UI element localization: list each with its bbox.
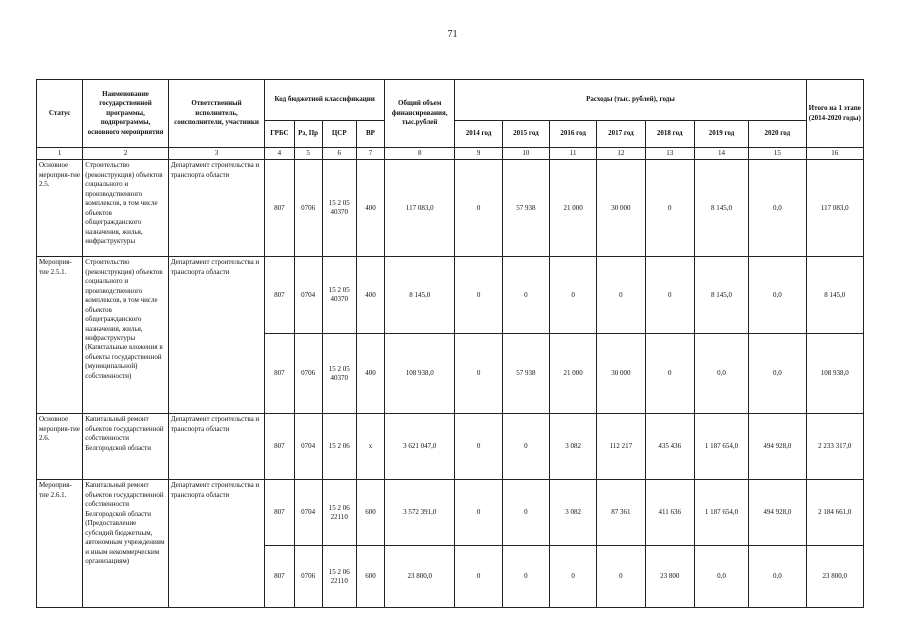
total-cell: 3 572 391,0 [385, 480, 455, 546]
total-cell: 8 145,0 [385, 257, 455, 334]
column-index-row [37, 148, 864, 160]
table-row [37, 257, 864, 334]
year-cell: 0,0 [749, 160, 806, 257]
program-name-cell: Капитальный ремонт объектов государственной собственности Белгородской области (Предоставление субсидий бюджетным, автономным учреждениям и иным некоммерческим организациям) [83, 480, 169, 608]
status-cell: Основное мероприя-тие 2.5. [37, 160, 83, 257]
vr-cell: 600 [356, 546, 384, 608]
column-index: 1 [37, 148, 83, 160]
rzpr-cell: 0706 [294, 546, 322, 608]
year-cell: 494 928,0 [749, 414, 806, 480]
total-cell: 3 621 047,0 [385, 414, 455, 480]
table-row [37, 480, 864, 546]
column-index: 8 [385, 148, 455, 160]
grbs-cell: 807 [265, 480, 294, 546]
stage-total-cell: 108 938,0 [806, 334, 863, 414]
column-index: 9 [455, 148, 502, 160]
program-name-cell: Строительство (реконструкция) объектов социального и производственного комплексов, в том числе объектов общегражданского назначения, жилья, инфраструктуры (Капитальные вложения в объекты государственной (муниципальной) собственности) [83, 257, 169, 414]
column-index: 6 [322, 148, 356, 160]
column-index: 12 [597, 148, 645, 160]
page-number: 71 [447, 29, 458, 40]
year-cell: 0,0 [694, 546, 748, 608]
year-cell: 8 145,0 [694, 257, 748, 334]
year-cell: 23 800 [645, 546, 694, 608]
rzpr-cell: 0704 [294, 414, 322, 480]
stage-total-cell: 2 233 317,0 [806, 414, 863, 480]
vr-cell: 400 [356, 334, 384, 414]
year-cell: 0 [645, 257, 694, 334]
grbs-cell: 807 [265, 160, 294, 257]
stage-total-cell: 8 145,0 [806, 257, 863, 334]
column-index: 15 [749, 148, 806, 160]
year-cell: 0,0 [749, 257, 806, 334]
header-stage-total: Итого на 1 этапе (2014-2020 годы) [806, 80, 863, 148]
column-index: 13 [645, 148, 694, 160]
year-cell: 0 [597, 546, 645, 608]
rzpr-cell: 0704 [294, 257, 322, 334]
rzpr-cell: 0706 [294, 334, 322, 414]
program-name-cell: Строительство (реконструкция) объектов социального и производственного комплексов, в том числе объектов общегражданского назначения, жилья, инфраструктуры [83, 160, 169, 257]
csr-cell: 15 2 05 40370 [322, 257, 356, 334]
status-cell: Мероприя-тие 2.6.1. [37, 480, 83, 608]
header-rzpr: Рз, Пр [294, 121, 322, 148]
total-cell: 117 083,0 [385, 160, 455, 257]
year-cell: 112 217 [597, 414, 645, 480]
header-expenses: Расходы (тыс. рублей), годы [455, 80, 806, 121]
status-cell: Основное мероприя-тие 2.6. [37, 414, 83, 480]
header-status: Статус [37, 80, 83, 148]
header-budget-code: Код бюджетной классификации [265, 80, 385, 121]
year-cell: 411 636 [645, 480, 694, 546]
year-cell: 0,0 [749, 546, 806, 608]
vr-cell: 400 [356, 257, 384, 334]
header-year: 2016 год [550, 121, 597, 148]
column-index: 11 [550, 148, 597, 160]
grbs-cell: 807 [265, 257, 294, 334]
executor-cell: Департамент строительства и транспорта области [168, 257, 265, 414]
column-index: 2 [83, 148, 169, 160]
column-index: 3 [168, 148, 265, 160]
grbs-cell: 807 [265, 546, 294, 608]
year-cell: 0,0 [749, 334, 806, 414]
header-vr: ВР [356, 121, 384, 148]
year-cell: 0 [455, 480, 502, 546]
table-row [37, 414, 864, 480]
stage-total-cell: 117 083,0 [806, 160, 863, 257]
header-program: Наименование государственной программы, подпрограммы, основного мероприятия [83, 80, 169, 148]
year-cell: 494 928,0 [749, 480, 806, 546]
year-cell: 87 361 [597, 480, 645, 546]
year-cell: 21 000 [550, 160, 597, 257]
column-index: 4 [265, 148, 294, 160]
header-year: 2014 год [455, 121, 502, 148]
program-name-cell: Капитальный ремонт объектов государственной собственности Белгородской области [83, 414, 169, 480]
year-cell: 30 000 [597, 334, 645, 414]
status-cell: Мероприя-тие 2.5.1. [37, 257, 83, 414]
stage-total-cell: 2 184 661,0 [806, 480, 863, 546]
header-csr: ЦСР [322, 121, 356, 148]
grbs-cell: 807 [265, 414, 294, 480]
table-row [37, 160, 864, 257]
column-index: 7 [356, 148, 384, 160]
header-year: 2017 год [597, 121, 645, 148]
vr-cell: 400 [356, 160, 384, 257]
rzpr-cell: 0706 [294, 160, 322, 257]
year-cell: 30 000 [597, 160, 645, 257]
year-cell: 8 145,0 [694, 160, 748, 257]
csr-cell: 15 2 06 22110 [322, 480, 356, 546]
total-cell: 23 800,0 [385, 546, 455, 608]
csr-cell: 15 2 05 40370 [322, 334, 356, 414]
year-cell: 0 [502, 480, 549, 546]
year-cell: 0 [645, 160, 694, 257]
vr-cell: х [356, 414, 384, 480]
year-cell: 0 [502, 546, 549, 608]
year-cell: 0 [455, 160, 502, 257]
csr-cell: 15 2 06 22110 [322, 546, 356, 608]
header-year: 2019 год [694, 121, 748, 148]
year-cell: 0 [455, 334, 502, 414]
year-cell: 0 [645, 334, 694, 414]
header-year: 2015 год [502, 121, 549, 148]
header-grbs: ГРБС [265, 121, 294, 148]
year-cell: 0 [550, 546, 597, 608]
header-total-financing: Общий объем финансирования, тыс.рублей [385, 80, 455, 148]
csr-cell: 15 2 06 [322, 414, 356, 480]
vr-cell: 600 [356, 480, 384, 546]
budget-table [36, 79, 864, 608]
stage-total-cell: 23 800,0 [806, 546, 863, 608]
column-index: 5 [294, 148, 322, 160]
year-cell: 3 082 [550, 414, 597, 480]
year-cell: 1 187 654,0 [694, 480, 748, 546]
year-cell: 0 [550, 257, 597, 334]
column-index: 10 [502, 148, 549, 160]
year-cell: 0 [502, 257, 549, 334]
executor-cell: Департамент строительства и транспорта области [168, 480, 265, 608]
year-cell: 0 [597, 257, 645, 334]
rzpr-cell: 0704 [294, 480, 322, 546]
column-index: 14 [694, 148, 748, 160]
grbs-cell: 807 [265, 334, 294, 414]
year-cell: 3 082 [550, 480, 597, 546]
year-cell: 0 [455, 257, 502, 334]
column-index: 16 [806, 148, 863, 160]
executor-cell: Департамент строительства и транспорта области [168, 414, 265, 480]
year-cell: 0 [455, 546, 502, 608]
executor-cell: Департамент строительства и транспорта области [168, 160, 265, 257]
year-cell: 0 [502, 414, 549, 480]
csr-cell: 15 2 05 40370 [322, 160, 356, 257]
year-cell: 0,0 [694, 334, 748, 414]
year-cell: 435 436 [645, 414, 694, 480]
year-cell: 0 [455, 414, 502, 480]
year-cell: 57 938 [502, 160, 549, 257]
header-year: 2018 год [645, 121, 694, 148]
total-cell: 108 938,0 [385, 334, 455, 414]
header-year: 2020 год [749, 121, 806, 148]
header-executor: Ответственный исполнитель, соисполнители, участники [168, 80, 265, 148]
year-cell: 57 938 [502, 334, 549, 414]
year-cell: 21 000 [550, 334, 597, 414]
year-cell: 1 187 654,0 [694, 414, 748, 480]
